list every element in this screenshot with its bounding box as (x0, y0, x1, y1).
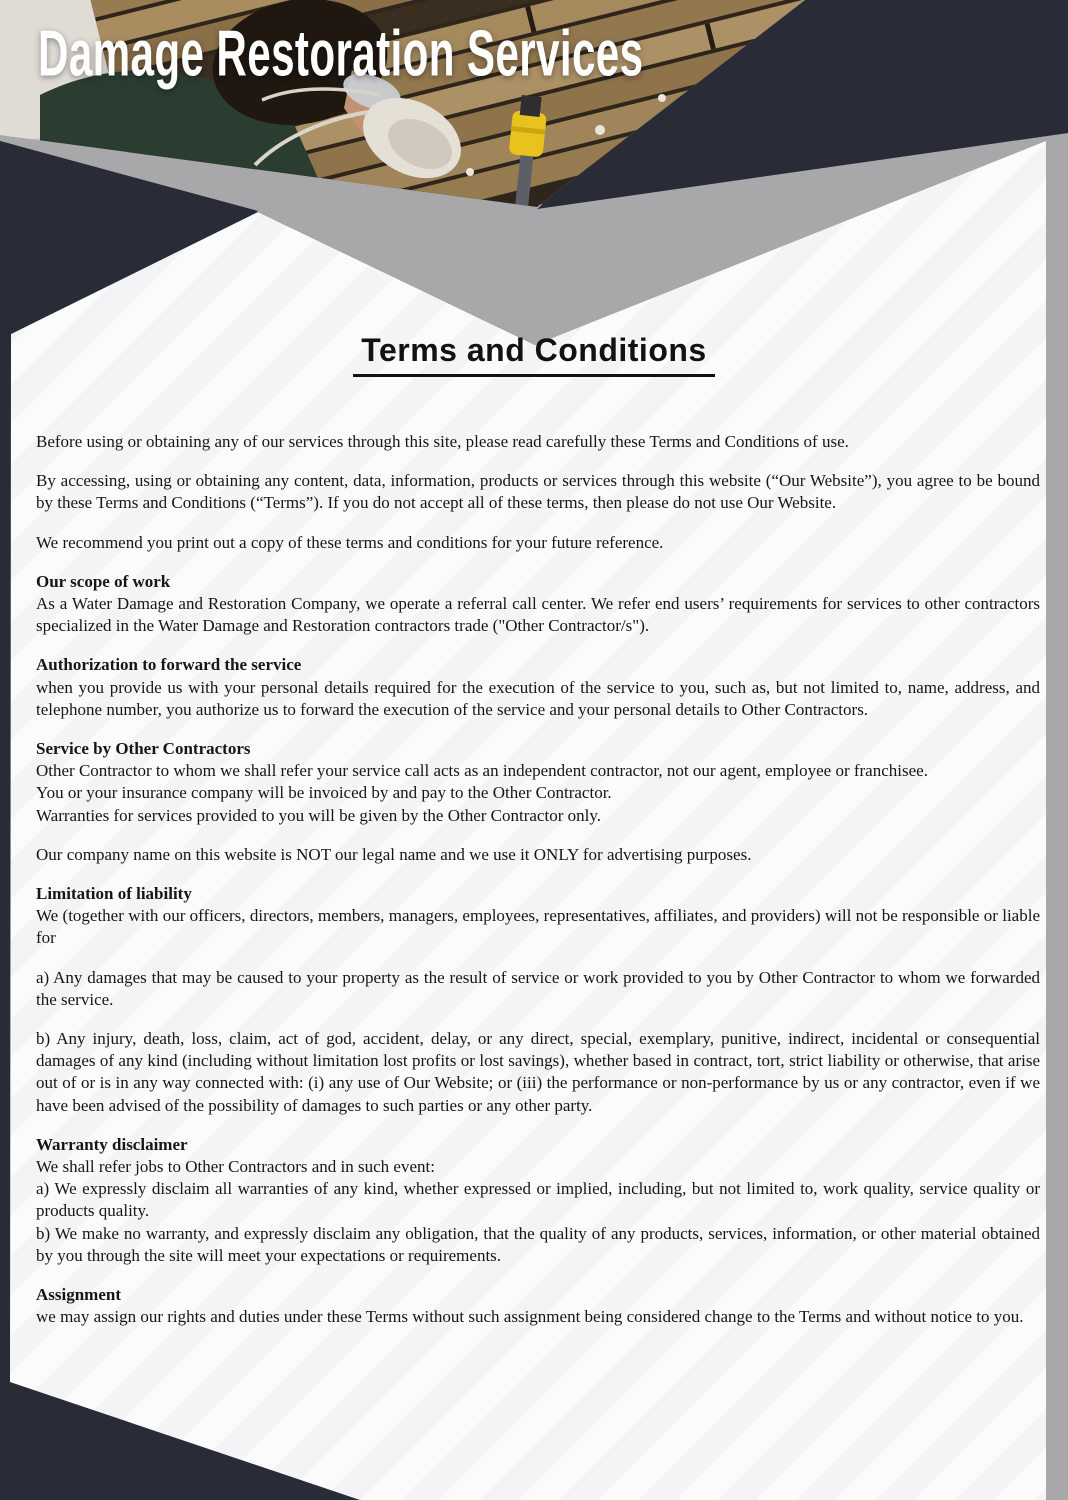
plaster-debris (595, 125, 605, 135)
document-heading (0, 332, 1068, 377)
terms-paragraph: Warranties for services provided to you will be given by the Other Contractor only. (36, 805, 601, 825)
section-heading: Our scope of work (36, 571, 171, 591)
tool-head (520, 95, 542, 117)
plaster-debris (466, 168, 474, 176)
site-title: Damage Restoration Services (38, 17, 644, 91)
terms-paragraph: a) Any damages that may be caused to your property as the result of service or work provided to you by Other Contractor to whom we forwarded the service. (36, 967, 1040, 1009)
terms-paragraph: Our company name on this website is NOT our legal name and we use it ONLY for advertising purposes. (36, 844, 752, 864)
terms-paragraph: Other Contractor to whom we shall refer your service call acts as an independent contractor, not our agent, employee or franchisee. (36, 761, 928, 781)
terms-paragraph: By accessing, using or obtaining any content, data, information, products or services through this website (“Our Website”), you agree to be bound by these Terms and Conditions (“Terms”). If you do not accept all of these terms, then please do not use Our Website. (36, 471, 1040, 513)
terms-paragraph: b) We make no warranty, and expressly disclaim any obligation, that the quality of any products, services, information, or other material obtained by you through the site will meet your expectations or requirements. (36, 1223, 1040, 1265)
terms-paragraph: a) We expressly disclaim all warranties of any kind, whether expressed or implied, including, but not limited to, work quality, service quality or products quality. (36, 1179, 1040, 1221)
terms-paragraph: As a Water Damage and Restoration Company, we operate a referral call center. We refer end users’ requirements for services to other contractors specialized in the Water Damage and Restoration contractors trade ("Other Contractor/s"). (36, 594, 1040, 636)
terms-content (36, 414, 1040, 1329)
section-heading: Limitation of liability (36, 884, 192, 904)
section-heading: Warranty disclaimer (36, 1134, 188, 1154)
terms-paragraph: b) Any injury, death, loss, claim, act of god, accident, delay, or any direct, special, exemplary, punitive, indirect, incidental or consequential damages of any kind (including without limitation lost profits or lost savings), whether based in contract, tort, strict liability or otherwise, that arise out of or is in any way connected with: (i) any use of Our Website; or (iii) the performance or non-performance by us or any contractor, even if we have been advised of the possibility of damages to such parties or any other party. (36, 1029, 1040, 1115)
terms-paragraph: We shall refer jobs to Other Contractors and in such event: (36, 1157, 435, 1177)
section-heading: Assignment (36, 1285, 122, 1305)
plaster-debris (658, 94, 666, 102)
terms-paragraph: You or your insurance company will be invoiced by and pay to the Other Contractor. (36, 783, 612, 803)
section-heading: Authorization to forward the service (36, 655, 302, 675)
terms-paragraph: Before using or obtaining any of our services through this site, please read carefully these Terms and Conditions of use. (36, 432, 849, 451)
terms-paragraph: We (together with our officers, directors, members, managers, employees, representatives, affiliates, and providers) will not be responsible or liable for (36, 906, 1040, 948)
section-heading: Service by Other Contractors (36, 739, 251, 759)
terms-paragraph: we may assign our rights and duties under these Terms without such assignment being considered change to the Terms and without notice to you. (36, 1307, 1024, 1327)
terms-paragraph: when you provide us with your personal details required for the execution of the service to you, such as, but not limited to, name, address, and telephone number, you authorize us to forward the execution of the service and your personal details to Other Contractors. (36, 677, 1040, 719)
terms-paragraph: We recommend you print out a copy of these terms and conditions for your future reference. (36, 532, 664, 552)
document-heading-text: Terms and Conditions (353, 332, 714, 377)
